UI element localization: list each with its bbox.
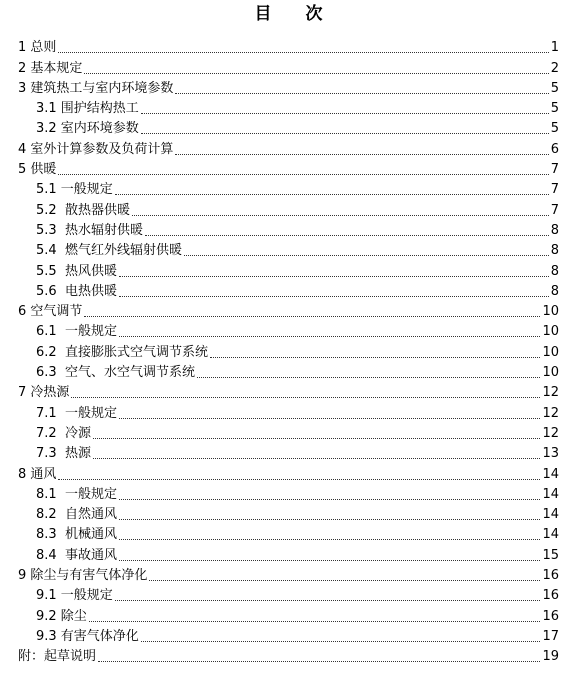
dot-leader	[119, 498, 541, 500]
toc-entry-page-number: 12	[542, 385, 559, 401]
dot-leader	[119, 518, 541, 520]
dot-leader	[141, 112, 549, 114]
dot-leader	[210, 356, 541, 358]
toc-entry-title: 8.2 自然通风	[36, 507, 117, 523]
toc-entry-title: 5.3 热水辐射供暖	[36, 222, 143, 238]
dot-leader	[119, 295, 549, 297]
toc-entry-title: 3.1 围护结构热工	[36, 101, 139, 117]
toc-entry-title: 9.2 除尘	[36, 608, 87, 624]
toc-entry-page-number: 6	[550, 141, 559, 157]
dot-leader	[93, 457, 541, 459]
toc-entry-page-number: 19	[542, 649, 559, 665]
toc-entry-page-number: 8	[550, 283, 559, 299]
toc-entry-page-number: 17	[542, 628, 559, 644]
toc-entry[interactable]	[0, 645, 577, 665]
toc-entry[interactable]	[0, 442, 577, 462]
toc-entry-title: 9.1 一般规定	[36, 588, 113, 604]
toc-entry-page-number: 13	[542, 446, 559, 462]
dot-leader	[93, 437, 541, 439]
toc-entry-title: 8.1 一般规定	[36, 486, 117, 502]
toc-entry[interactable]	[0, 280, 577, 300]
dot-leader	[119, 275, 549, 277]
toc-entry-page-number: 1	[550, 40, 559, 56]
toc-entry[interactable]	[0, 219, 577, 239]
toc-entry-page-number: 7	[550, 162, 559, 178]
dot-leader	[175, 153, 548, 155]
toc-entry[interactable]	[0, 137, 577, 157]
toc-entry[interactable]	[0, 564, 577, 584]
table-of-contents	[0, 36, 577, 665]
toc-entry-page-number: 10	[542, 304, 559, 320]
toc-entry-page-number: 5	[550, 80, 559, 96]
toc-entry[interactable]	[0, 543, 577, 563]
dot-leader	[184, 254, 549, 256]
toc-entry-page-number: 5	[550, 121, 559, 137]
toc-entry-title: 7.3 热源	[36, 446, 91, 462]
page-title: 目 次	[254, 4, 337, 24]
toc-entry[interactable]	[0, 625, 577, 645]
dot-leader	[132, 214, 549, 216]
toc-entry-title: 5 供暖	[18, 162, 57, 178]
toc-entry-title: 7.2 冷源	[36, 425, 91, 441]
toc-entry-page-number: 12	[542, 405, 559, 421]
toc-entry-page-number: 16	[542, 608, 559, 624]
toc-entry-title: 8.3 机械通风	[36, 527, 117, 543]
toc-entry-title: 6.1 一般规定	[36, 324, 117, 340]
toc-entry-title: 4 室外计算参数及负荷计算	[18, 141, 174, 157]
toc-entry-title: 8 通风	[18, 466, 57, 482]
toc-entry[interactable]	[0, 462, 577, 482]
toc-entry-title: 6 空气调节	[18, 304, 83, 320]
toc-entry-title: 9.3 有害气体净化	[36, 628, 139, 644]
toc-entry[interactable]	[0, 483, 577, 503]
dot-leader	[58, 51, 548, 53]
toc-entry-title: 7 冷热源	[18, 385, 70, 401]
toc-entry[interactable]	[0, 178, 577, 198]
toc-entry-page-number: 7	[550, 182, 559, 198]
toc-entry[interactable]	[0, 340, 577, 360]
toc-entry-page-number: 10	[542, 365, 559, 381]
toc-entry[interactable]	[0, 117, 577, 137]
toc-entry-page-number: 16	[542, 568, 559, 584]
toc-entry-page-number: 8	[550, 263, 559, 279]
toc-entry-page-number: 2	[550, 60, 559, 76]
toc-entry-title: 5.4 燃气红外线辐射供暖	[36, 243, 182, 259]
toc-entry[interactable]	[0, 198, 577, 218]
toc-entry[interactable]	[0, 259, 577, 279]
toc-entry-title: 2 基本规定	[18, 60, 83, 76]
toc-entry[interactable]	[0, 320, 577, 340]
dot-leader	[71, 396, 540, 398]
toc-entry[interactable]	[0, 361, 577, 381]
toc-entry[interactable]	[0, 36, 577, 56]
dot-leader	[119, 538, 541, 540]
toc-entry-page-number: 10	[542, 344, 559, 360]
dot-leader	[58, 173, 548, 175]
dot-leader	[115, 599, 541, 601]
dot-leader	[141, 132, 549, 134]
toc-entry-page-number: 14	[542, 486, 559, 502]
dot-leader	[119, 335, 541, 337]
dot-leader	[119, 559, 541, 561]
toc-entry-page-number: 14	[542, 466, 559, 482]
toc-entry-page-number: 16	[542, 588, 559, 604]
toc-entry-title: 3 建筑热工与室内环境参数	[18, 80, 174, 96]
toc-entry[interactable]	[0, 503, 577, 523]
toc-entry-title: 8.4 事故通风	[36, 547, 117, 563]
toc-entry-title: 7.1 一般规定	[36, 405, 117, 421]
toc-entry[interactable]	[0, 381, 577, 401]
toc-entry-page-number: 8	[550, 222, 559, 238]
toc-entry-title: 5.1 一般规定	[36, 182, 113, 198]
dot-leader	[119, 417, 541, 419]
toc-entry[interactable]	[0, 239, 577, 259]
toc-entry[interactable]	[0, 77, 577, 97]
toc-entry-title: 5.2 散热器供暖	[36, 202, 130, 218]
toc-entry[interactable]	[0, 604, 577, 624]
dot-leader	[98, 660, 540, 662]
dot-leader	[149, 579, 540, 581]
toc-entry-page-number: 10	[542, 324, 559, 340]
toc-entry-title: 9 除尘与有害气体净化	[18, 568, 148, 584]
toc-entry-title: 6.3 空气、水空气调节系统	[36, 365, 195, 381]
toc-entry-title: 5.5 热风供暖	[36, 263, 117, 279]
toc-entry[interactable]	[0, 401, 577, 421]
toc-entry[interactable]	[0, 422, 577, 442]
toc-entry[interactable]	[0, 584, 577, 604]
toc-entry-page-number: 15	[542, 547, 559, 563]
dot-leader	[175, 92, 548, 94]
toc-entry-title: 1 总则	[18, 40, 57, 56]
toc-entry-page-number: 7	[550, 202, 559, 218]
toc-entry-page-number: 5	[550, 101, 559, 117]
dot-leader	[84, 315, 540, 317]
dot-leader	[115, 193, 549, 195]
toc-entry[interactable]	[0, 97, 577, 117]
toc-entry-page-number: 14	[542, 507, 559, 523]
dot-leader	[58, 478, 540, 480]
dot-leader	[145, 234, 549, 236]
dot-leader	[84, 72, 548, 74]
dot-leader	[197, 376, 541, 378]
toc-entry-page-number: 12	[542, 425, 559, 441]
dot-leader	[141, 640, 541, 642]
toc-entry-page-number: 8	[550, 243, 559, 259]
toc-entry[interactable]	[0, 158, 577, 178]
toc-entry-title: 5.6 电热供暖	[36, 283, 117, 299]
toc-entry[interactable]	[0, 300, 577, 320]
dot-leader	[89, 620, 541, 622]
toc-entry-title: 附：起草说明	[18, 649, 97, 665]
toc-entry[interactable]	[0, 56, 577, 76]
toc-entry-title: 3.2 室内环境参数	[36, 121, 139, 137]
toc-entry-page-number: 14	[542, 527, 559, 543]
toc-entry-title: 6.2 直接膨胀式空气调节系统	[36, 344, 208, 360]
toc-entry[interactable]	[0, 523, 577, 543]
